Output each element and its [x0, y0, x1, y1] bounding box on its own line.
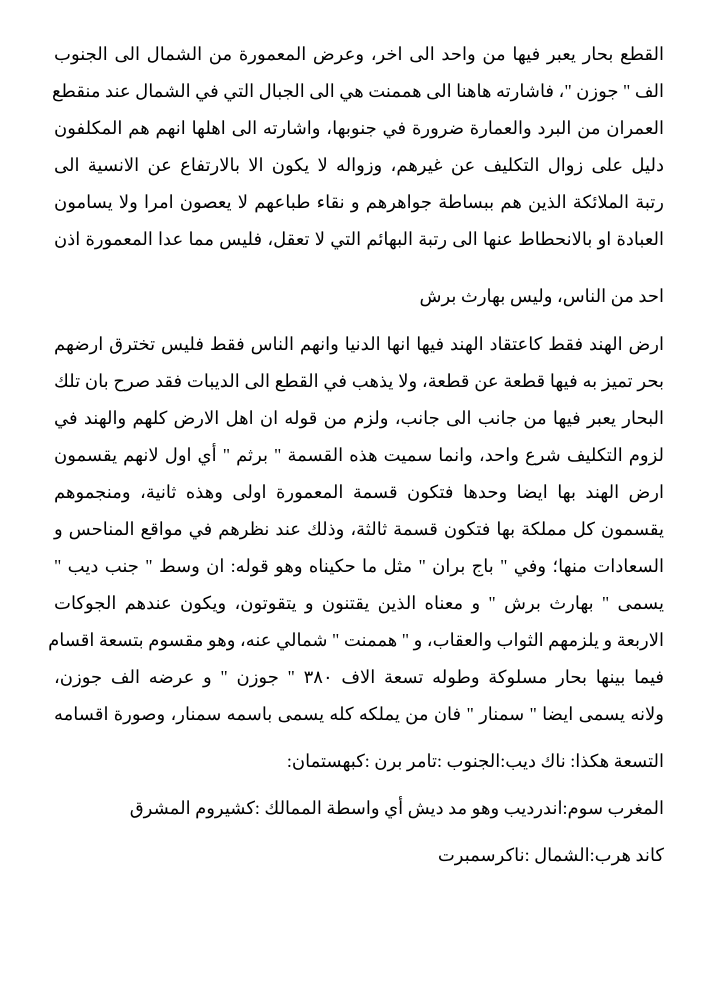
- text-line: ارض الهند فقط كاعتقاد الهند فيها انها الدنيا وانهم الناس فقط فليس تخترق ارضهم: [54, 334, 664, 354]
- text-line: ولانه يسمى ايضا " سمنار " فان من يملكه كله يسمى باسمه سمنار، وصورة اقسامه: [54, 704, 664, 724]
- text-line: العبادة او بالانحطاط عنها الى رتبة البهائم التي لا تعقل، فليس مما عدا المعمورة اذن: [54, 229, 664, 249]
- text-line: دليل على زوال التكليف عن غيرهم، وزواله لا يكون الا بالارتفاع عن الانسية الى: [54, 155, 664, 175]
- text-line: الف " جوزن "، فاشارته هاهنا الى هممنت هي الى الجبال التي في الشمال عند منقطع: [51, 81, 664, 101]
- text-line: لزوم التكليف شرع واحد، وانما سميت هذه القسمة " برثم " أي اول لانهم يقسمون: [54, 445, 664, 465]
- text-line: المغرب سوم:اندرديب وهو مد ديش أي واسطة الممالك :كشيروم المشرق: [129, 798, 664, 818]
- text-line: الاربعة و يلزمهم الثواب والعقاب، و " هممنت " شمالي عنه، وهو مقسوم بتسعة اقسام: [48, 630, 664, 650]
- text-line: ارض الهند بها ايضا وحدها فتكون قسمة المعمورة اولى وهذه ثانية، ومنجموهم: [54, 482, 664, 502]
- text-line: بحر تميز به فيها قطعة عن قطعة، ولا يذهب في القطع الى الديبات فقد صرح بان تلك: [54, 371, 664, 391]
- text-line: احد من الناس، وليس بهارث برش: [419, 286, 664, 306]
- text-line: يسمى " بهارث برش " و معناه الذين يقتنون و يتقوتون، ويكون عندهم الجوكات: [54, 593, 664, 613]
- text-line: التسعة هكذا: ناك ديب:الجنوب :تامر برن :كبهستمان:: [286, 751, 664, 771]
- text-line: القطع بحار يعبر فيها من واحد الى اخر، وعرض المعمورة من الشمال الى الجنوب: [54, 44, 664, 64]
- text-line: يقسمون كل مملكة بها فتكون قسمة ثالثة، وذلك عند نظرهم في مواقع المناحس و: [54, 519, 664, 539]
- text-line: كاند هرب:الشمال :ناكرسمبرت: [437, 845, 664, 865]
- text-line: فيما بينها بحار مسلوكة وطوله تسعة الاف ٣٨٠ " جوزن " و عرضه الف جوزن،: [54, 667, 664, 687]
- text-line: البحار يعبر فيها من جانب الى جانب، ولزم من قوله ان اهل الارض كلهم والهند في: [54, 408, 664, 428]
- text-line: العمران من البرد والعمارة ضرورة في جنوبها، واشارته الى اهلها انهم هم المكلفون: [54, 118, 664, 138]
- text-line: السعادات منها؛ وفي " باج بران " مثل ما حكيناه وهو قوله: ان وسط " جنب ديب ": [54, 556, 664, 576]
- text-line: رتبة الملائكة الذين هم ببساطة جواهرهم و نقاء طباعهم لا يعصون امرا ولا يسامون: [54, 192, 664, 212]
